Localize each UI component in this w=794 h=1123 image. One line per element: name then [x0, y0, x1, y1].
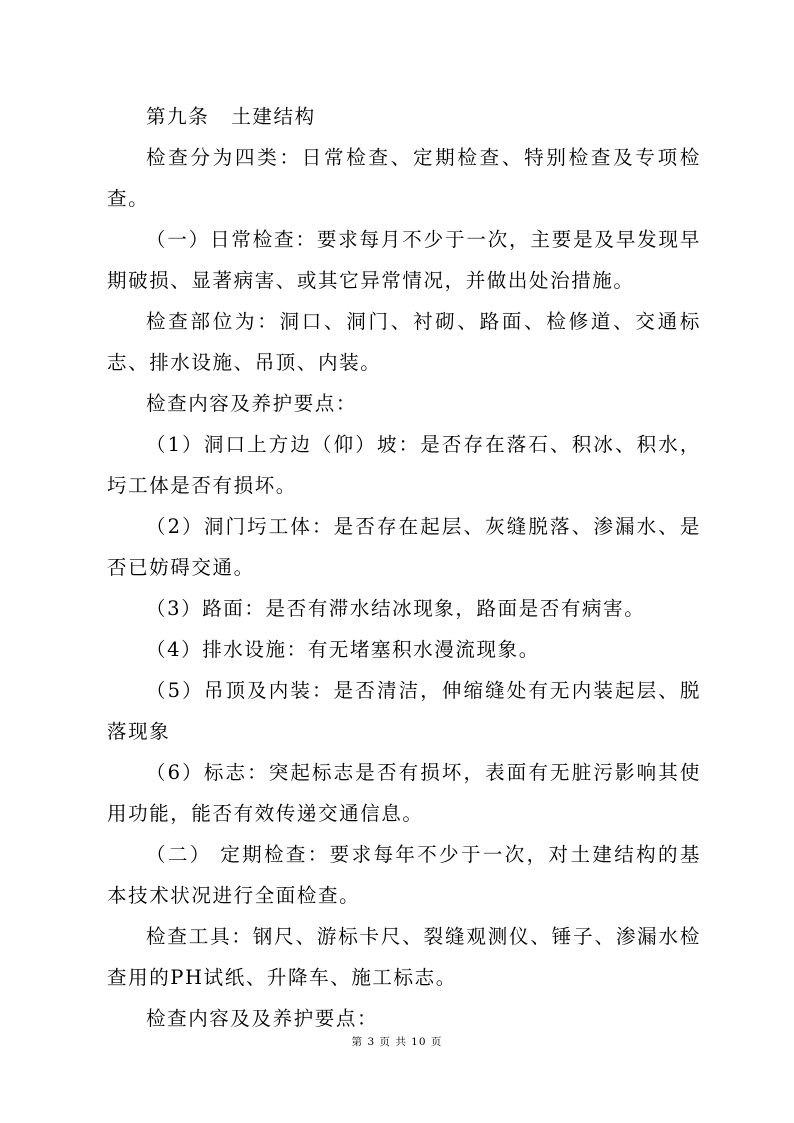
- list-item-signs: （6）标志：突起标志是否有损坏，表面有无脏污影响其使用功能，能否有效传递交通信息。: [107, 761, 701, 825]
- paragraph-inspection-types: 检查分为四类：日常检查、定期检查、特别检查及专项检查。: [107, 146, 701, 210]
- list-item-drainage: （4）排水设施：有无堵塞积水漫流现象。: [146, 638, 540, 661]
- list-item-pavement: （3）路面：是否有滞水结冰现象，路面是否有病害。: [146, 597, 646, 620]
- paragraph-periodic-inspection: （二） 定期检查：要求每年不少于一次，对土建结构的基本技术状况进行全面检查。: [107, 843, 701, 907]
- paragraph-inspection-locations: 检查部位为：洞口、洞门、衬砌、路面、检修道、交通标志、排水设施、吊顶、内装。: [107, 310, 701, 374]
- paragraph-daily-inspection: （一）日常检查：要求每月不少于一次，主要是及早发现早期破损、显著病害、或其它异常情况，并做出处治措施。: [107, 228, 701, 292]
- list-item-slope: （1）洞口上方边（仰）坡：是否存在落石、积冰、积水，圬工体是否有损坏。: [107, 433, 701, 497]
- page-number-footer: 第 3 页 共 10 页: [351, 1036, 443, 1048]
- document-body: [107, 96, 701, 1039]
- section-number: 第九条: [146, 105, 210, 128]
- section-heading: [107, 96, 701, 137]
- paragraph-content-heading-2: 检查内容及及养护要点：: [146, 1007, 379, 1030]
- paragraph-inspection-tools: 检查工具：钢尺、游标卡尺、裂缝观测仪、锤子、渗漏水检查用的PH试纸、升降车、施工标志。: [107, 925, 701, 989]
- paragraph-content-heading: 检查内容及养护要点：: [146, 392, 358, 415]
- list-item-ceiling: （5）吊顶及内装：是否清洁，伸缩缝处有无内装起层、脱落现象: [107, 679, 701, 743]
- list-item-portal-masonry: （2）洞门圬工体：是否存在起层、灰缝脱落、渗漏水、是否已妨碍交通。: [107, 515, 701, 579]
- section-title: 土建结构: [231, 105, 316, 128]
